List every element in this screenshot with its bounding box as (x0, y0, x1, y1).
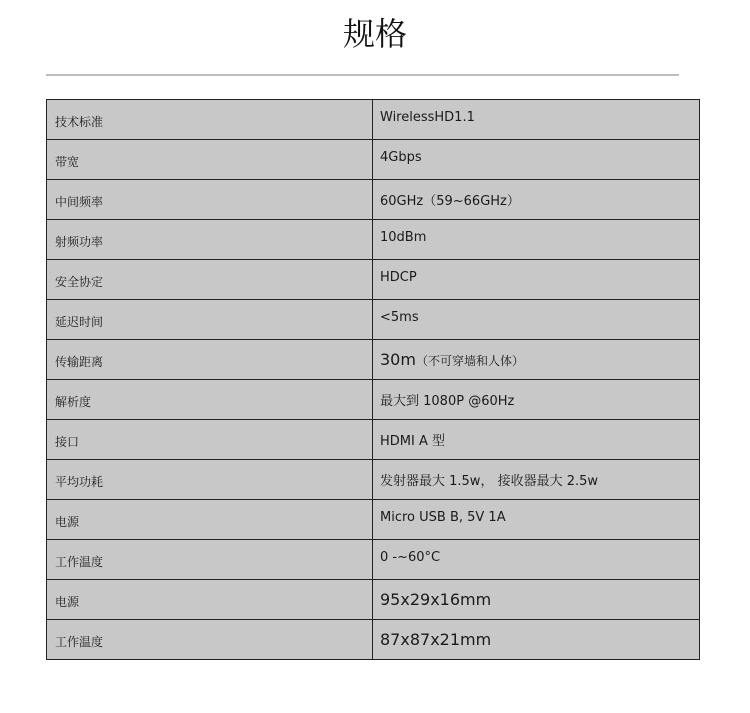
spec-value: <5ms (373, 300, 700, 340)
spec-value: HDCP (373, 260, 700, 300)
table-row (47, 140, 700, 180)
spec-value-main: 30m (380, 350, 416, 369)
spec-value: WirelessHD1.1 (373, 100, 700, 140)
table-row (47, 420, 700, 460)
spec-label: 传输距离 (47, 340, 373, 380)
spec-value: 60GHz（59~66GHz） (373, 180, 700, 220)
page-title: 规格 (342, 15, 407, 53)
spec-value: 10dBm (373, 220, 700, 260)
spec-value-note: （不可穿墙和人体） (415, 354, 524, 368)
table-row (47, 540, 700, 580)
table-row (47, 620, 700, 660)
spec-value: 发射器最大 1.5w， 接收器最大 2.5w (373, 460, 700, 500)
spec-value: 95x29x16mm (373, 580, 700, 620)
spec-label: 工作温度 (47, 620, 373, 660)
spec-label: 解析度 (47, 380, 373, 420)
spec-value (373, 340, 700, 380)
spec-label: 平均功耗 (47, 460, 373, 500)
spec-label: 技术标准 (47, 100, 373, 140)
table-row (47, 260, 700, 300)
spec-label: 工作温度 (47, 540, 373, 580)
spec-value: 最大到 1080P @60Hz (373, 380, 700, 420)
spec-label: 电源 (47, 580, 373, 620)
table-row (47, 500, 700, 540)
table-row (47, 340, 700, 380)
table-row (47, 580, 700, 620)
spec-label: 接口 (47, 420, 373, 460)
spec-value: 87x87x21mm (373, 620, 700, 660)
spec-value: 4Gbps (373, 140, 700, 180)
spec-label: 安全协定 (47, 260, 373, 300)
spec-value: HDMI A 型 (373, 420, 700, 460)
spec-label: 带宽 (47, 140, 373, 180)
table-row (47, 460, 700, 500)
title-divider (46, 74, 679, 76)
spec-label: 延迟时间 (47, 300, 373, 340)
spec-value: Micro USB B, 5V 1A (373, 500, 700, 540)
table-row (47, 180, 700, 220)
table-row (47, 300, 700, 340)
table-row (47, 220, 700, 260)
table-row (47, 380, 700, 420)
spec-value: 0 -~60°C (373, 540, 700, 580)
spec-label: 电源 (47, 500, 373, 540)
spec-table (46, 99, 700, 660)
table-row (47, 100, 700, 140)
spec-label: 中间频率 (47, 180, 373, 220)
spec-label: 射频功率 (47, 220, 373, 260)
